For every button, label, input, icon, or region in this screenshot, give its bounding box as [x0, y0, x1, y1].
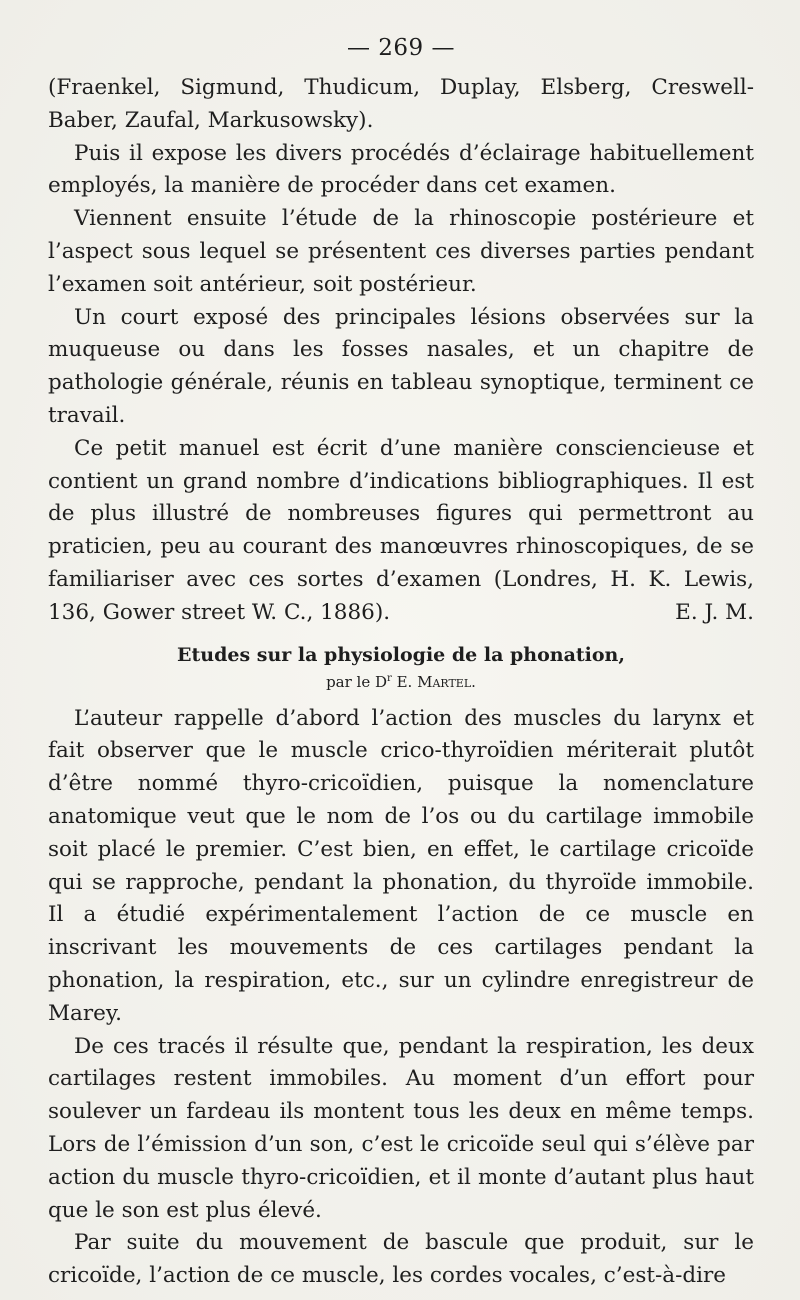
- article-byline: [48, 668, 754, 693]
- byline-superscript: r: [387, 672, 392, 684]
- paragraph-posterior-rhinoscopy: Viennent ensuite l’étude de la rhinoscopie postérieure et l’aspect sous lequel se présentent ces diverses parties pendant l’examen soit antérieur, soit postérieur.: [48, 206, 754, 297]
- paragraph-lesions-summary: Un court exposé des principales lésions observées sur la muqueuse ou dans les fosses nasales, et un chapitre de pathologie générale, réunis en tableau synoptique, terminent ce travail.: [48, 304, 754, 428]
- review-signature: E. J. M.: [675, 599, 754, 625]
- article-title: Etudes sur la physiologie de la phonation,: [177, 643, 625, 666]
- paragraph-lighting-methods: Puis il expose les divers procédés d’éclairage habituellement employés, la manière de procéder dans cet examen.: [48, 140, 754, 199]
- paragraph-review-conclusion: [48, 433, 754, 630]
- byline-prefix: par le D: [326, 672, 388, 691]
- paragraph-tracing-results: De ces tracés il résulte que, pendant la respiration, les deux cartilages restent immobiles. Au moment d’un effort pour soulever un fardeau ils montent tous les deux en même temps. Lors de l’émission d’un son, c’est le cricoïde seul qui s’élève par action du muscle thyro-cricoïdien, et il monte d’autant plus haut que le son est plus élevé.: [48, 1033, 754, 1223]
- paragraph-author-list: (Fraenkel, Sigmund, Thudicum, Duplay, Elsberg, Creswell-Baber, Zaufal, Markusowsky).: [48, 75, 754, 133]
- page-number: — 269 —: [346, 35, 456, 61]
- byline-author: E. Martel.: [396, 672, 476, 691]
- review-text: Ce petit manuel est écrit d’une manière consciencieuse et contient un grand nombre d’indications bibliographiques. Il est de plus illustré de nombreuses figures qui permettront au praticien, peu au courant des manœuvres rhinoscopiques, de se familiariser avec ces sortes d’examen (Londres, H. K. Lewis, 136, Gower street W. C., 1886).: [48, 435, 754, 625]
- paragraph-muscle-action: L’auteur rappelle d’abord l’action des muscles du larynx et fait observer que le muscle crico-thyroïdien mériterait plutôt d’être nommé thyro-cricoïdien, puisque la nomenclature anatomique veut que le nom de l’os ou du cartilage immobile soit placé le premier. C’est bien, en effet, le cartilage cricoïde qui se rapproche, pendant la phonation, du thyroïde immobile. Il a étudié expérimentalement l’action de ce muscle en inscrivant les mouvements de ces cartilages pendant la phonation, la respiration, etc., sur un cylindre enregistreur de Marey.: [48, 705, 754, 1026]
- paragraph-tilt-movement: Par suite du mouvement de bascule que produit, sur le cricoïde, l’action de ce muscle, les cordes vocales, c’est-à-dire: [48, 1230, 754, 1289]
